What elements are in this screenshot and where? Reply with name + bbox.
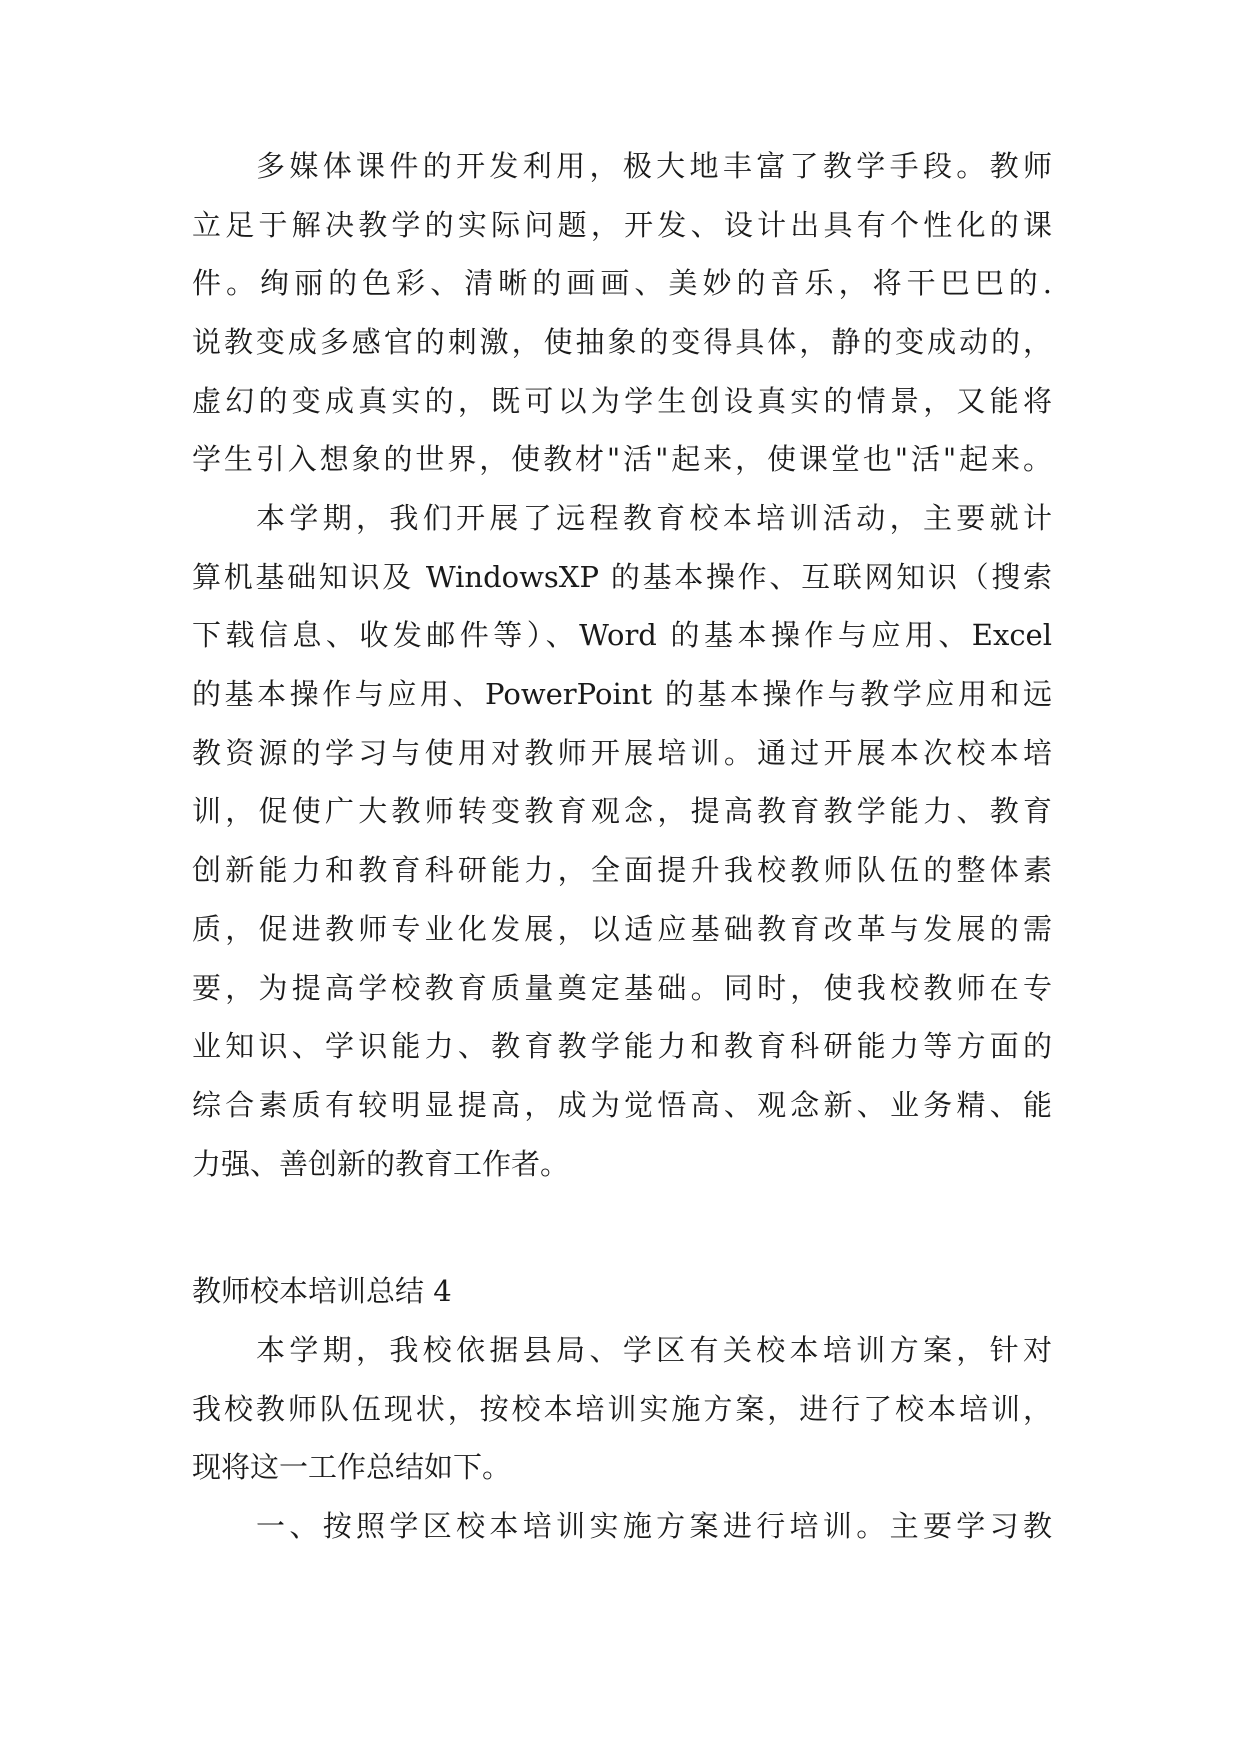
- text-line: 教资源的学习与使用对教师开展培训。通过开展本次校本培: [192, 735, 1052, 770]
- text-line: 算机基础知识及 WindowsXP 的基本操作、互联网知识（搜索: [192, 559, 1052, 594]
- text-line: 综合素质有较明显提高，成为觉悟高、观念新、业务精、能: [192, 1087, 1052, 1122]
- paragraph-remote-training: [192, 489, 1052, 1193]
- paragraph-item-one: [192, 1497, 1052, 1556]
- text-line: 训，促使广大教师转变教育观念，提高教育教学能力、教育: [192, 794, 1052, 829]
- text-line: 现将这一工作总结如下。: [192, 1450, 512, 1485]
- text-line: 力强、善创新的教育工作者。: [192, 1146, 570, 1181]
- text-line: 本学期，我们开展了远程教育校本培训活动，主要就计: [256, 501, 1052, 535]
- heading-text: 教师校本培训总结 4: [192, 1274, 452, 1308]
- text-line: 虚幻的变成真实的，既可以为学生创设真实的情景，又能将: [192, 383, 1052, 418]
- text-line: 立足于解决教学的实际问题，开发、设计出具有个性化的课: [192, 207, 1052, 242]
- text-line: 件。绚丽的色彩、清晰的画画、美妙的音乐，将干巴巴的.: [192, 266, 1052, 301]
- paragraph-semester-summary: [192, 1321, 1052, 1497]
- paragraph-multimedia: [192, 137, 1052, 489]
- section-heading: [192, 1262, 1052, 1321]
- text-line: 质，促进教师专业化发展，以适应基础教育改革与发展的需: [192, 911, 1052, 946]
- text-line: 多媒体课件的开发利用，极大地丰富了教学手段。教师: [256, 149, 1052, 183]
- text-line: 说教变成多感官的刺激，使抽象的变得具体，静的变成动的，: [192, 325, 1052, 360]
- text-line: 下载信息、收发邮件等）、Word 的基本操作与应用、Excel: [192, 618, 1052, 653]
- text-line: 我校教师队伍现状，按校本培训实施方案，进行了校本培训，: [192, 1391, 1052, 1426]
- text-line: 学生引入想象的世界，使教材"活"起来，使课堂也"活"起来。: [192, 442, 1052, 477]
- text-line: 创新能力和教育科研能力，全面提升我校教师队伍的整体素: [192, 853, 1052, 888]
- text-line: 一、按照学区校本培训实施方案进行培训。主要学习教: [256, 1509, 1052, 1543]
- text-line: 要，为提高学校教育质量奠定基础。同时，使我校教师在专: [192, 970, 1052, 1005]
- text-line: 的基本操作与应用、PowerPoint 的基本操作与教学应用和远: [192, 677, 1052, 712]
- text-line: 本学期，我校依据县局、学区有关校本培训方案，针对: [256, 1333, 1052, 1367]
- text-line: 业知识、学识能力、教育教学能力和教育科研能力等方面的: [192, 1029, 1052, 1064]
